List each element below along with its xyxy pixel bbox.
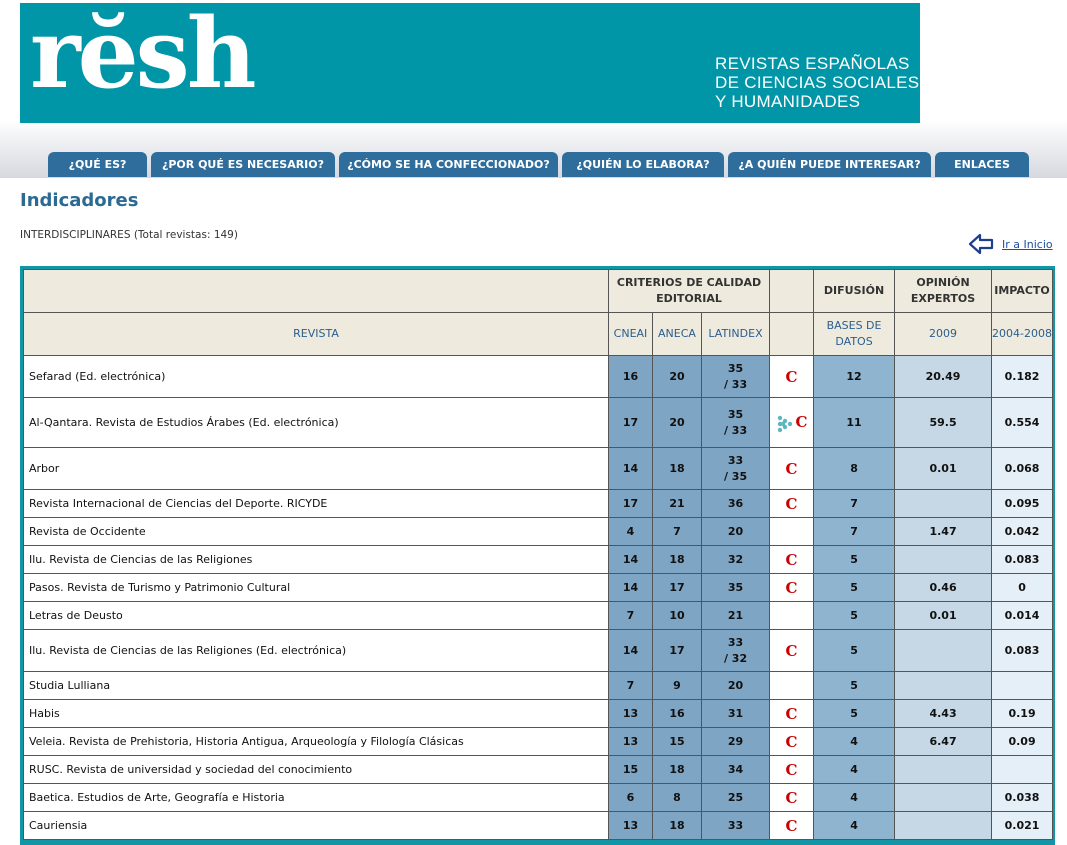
aneca-value: 10 bbox=[653, 602, 702, 630]
c-mark: C bbox=[785, 578, 798, 597]
aneca-value: 18 bbox=[653, 448, 702, 490]
c-mark: C bbox=[785, 732, 798, 751]
latindex-part: 20 bbox=[727, 678, 744, 692]
cneai-value: 6 bbox=[609, 784, 653, 812]
aneca-value: 7 bbox=[653, 518, 702, 546]
bases-de-datos-value: 5 bbox=[814, 574, 895, 602]
cneai-value: 13 bbox=[609, 700, 653, 728]
table-row bbox=[24, 756, 1053, 784]
c-mark: C bbox=[785, 641, 798, 660]
impacto-value: 0.095 bbox=[992, 490, 1053, 518]
journal-name[interactable]: Veleia. Revista de Prehistoria, Historia Antigua, Arqueología y Filología Clásicas bbox=[24, 728, 609, 756]
aneca-value: 20 bbox=[653, 398, 702, 448]
latindex-part: 20 bbox=[727, 524, 744, 538]
tagline-line-3: Y HUMANIDADES bbox=[715, 92, 861, 111]
journal-name[interactable]: Ilu. Revista de Ciencias de las Religiones bbox=[24, 546, 609, 574]
header-opinion-expertos: OPINIÓN EXPERTOS bbox=[895, 270, 992, 313]
c-mark: C bbox=[785, 760, 798, 779]
opinion-value bbox=[895, 546, 992, 574]
bases-de-datos-value: 4 bbox=[814, 812, 895, 840]
impacto-value: 0 bbox=[992, 574, 1053, 602]
latindex-value bbox=[702, 490, 770, 518]
cneai-value: 7 bbox=[609, 602, 653, 630]
table-row bbox=[24, 490, 1053, 518]
nav-tab-a-quien[interactable]: ¿A QUIÉN PUEDE INTERESAR? bbox=[728, 152, 931, 177]
c-mark-cell bbox=[770, 398, 814, 448]
journal-name[interactable]: Arbor bbox=[24, 448, 609, 490]
cneai-value: 7 bbox=[609, 672, 653, 700]
c-mark: C bbox=[785, 367, 798, 386]
table-row bbox=[24, 700, 1053, 728]
column-c-blank bbox=[770, 313, 814, 356]
impacto-value: 0.09 bbox=[992, 728, 1053, 756]
cneai-value: 14 bbox=[609, 574, 653, 602]
header-row-columns bbox=[24, 313, 1053, 356]
table-row bbox=[24, 574, 1053, 602]
aneca-value: 17 bbox=[653, 630, 702, 672]
c-mark-cell bbox=[770, 672, 814, 700]
c-mark-cell bbox=[770, 518, 814, 546]
latindex-part: 32 bbox=[727, 552, 744, 566]
c-mark-cell bbox=[770, 728, 814, 756]
latindex-value bbox=[702, 602, 770, 630]
latindex-value bbox=[702, 700, 770, 728]
c-mark-cell bbox=[770, 574, 814, 602]
latindex-part: 35 bbox=[727, 361, 744, 375]
latindex-value bbox=[702, 356, 770, 398]
c-mark: C bbox=[785, 494, 798, 513]
table-row bbox=[24, 602, 1053, 630]
journal-name[interactable]: Sefarad (Ed. electrónica) bbox=[24, 356, 609, 398]
impacto-value: 0.19 bbox=[992, 700, 1053, 728]
latindex-part: / 35 bbox=[723, 469, 748, 483]
latindex-value bbox=[702, 574, 770, 602]
site-tagline bbox=[715, 54, 919, 111]
table-row bbox=[24, 356, 1053, 398]
column-aneca: ANECA bbox=[653, 313, 702, 356]
header-blank-c bbox=[770, 270, 814, 313]
journal-name[interactable]: RUSC. Revista de universidad y sociedad del conocimiento bbox=[24, 756, 609, 784]
cneai-value: 15 bbox=[609, 756, 653, 784]
c-mark-cell bbox=[770, 448, 814, 490]
opinion-value bbox=[895, 756, 992, 784]
category-subtitle: INTERDISCIPLINARES (Total revistas: 149) bbox=[20, 229, 238, 241]
latindex-part: 36 bbox=[727, 496, 744, 510]
column-latindex: LATINDEX bbox=[702, 313, 770, 356]
journal-name[interactable]: Letras de Deusto bbox=[24, 602, 609, 630]
table-row bbox=[24, 518, 1053, 546]
header-impacto: IMPACTO bbox=[992, 270, 1053, 313]
bases-de-datos-value: 5 bbox=[814, 700, 895, 728]
nav-tab-quien[interactable]: ¿QUIÉN LO ELABORA? bbox=[562, 152, 724, 177]
latindex-part: / 33 bbox=[723, 377, 748, 391]
column-revista: REVISTA bbox=[24, 313, 609, 356]
latindex-value bbox=[702, 728, 770, 756]
tagline-line-1: REVISTAS ESPAÑOLAS bbox=[715, 54, 910, 73]
journal-name[interactable]: Al-Qantara. Revista de Estudios Árabes (Ed. electrónica) bbox=[24, 398, 609, 448]
column-bases-de-datos: BASES DE DATOS bbox=[814, 313, 895, 356]
journal-name[interactable]: Baetica. Estudios de Arte, Geografía e Historia bbox=[24, 784, 609, 812]
c-mark: C bbox=[785, 459, 798, 478]
opinion-value: 4.43 bbox=[895, 700, 992, 728]
aneca-value: 16 bbox=[653, 700, 702, 728]
c-mark: C bbox=[785, 550, 798, 569]
table-row bbox=[24, 672, 1053, 700]
aneca-value: 8 bbox=[653, 784, 702, 812]
aneca-value: 20 bbox=[653, 356, 702, 398]
cneai-value: 14 bbox=[609, 448, 653, 490]
journal-name[interactable]: Pasos. Revista de Turismo y Patrimonio Cultural bbox=[24, 574, 609, 602]
impacto-value: 0.083 bbox=[992, 630, 1053, 672]
site-banner bbox=[20, 0, 920, 123]
opinion-value: 59.5 bbox=[895, 398, 992, 448]
bases-de-datos-value: 4 bbox=[814, 756, 895, 784]
impacto-value bbox=[992, 672, 1053, 700]
bases-de-datos-value: 8 bbox=[814, 448, 895, 490]
bases-de-datos-value: 5 bbox=[814, 672, 895, 700]
latindex-value bbox=[702, 546, 770, 574]
cneai-value: 16 bbox=[609, 356, 653, 398]
c-mark-cell bbox=[770, 546, 814, 574]
aneca-value: 18 bbox=[653, 812, 702, 840]
opinion-value bbox=[895, 812, 992, 840]
bases-de-datos-value: 5 bbox=[814, 602, 895, 630]
journal-name[interactable]: Studia Lulliana bbox=[24, 672, 609, 700]
impacto-value: 0.042 bbox=[992, 518, 1053, 546]
latindex-part: 33 bbox=[727, 453, 744, 467]
journal-name[interactable]: Habis bbox=[24, 700, 609, 728]
table-row bbox=[24, 546, 1053, 574]
journal-name[interactable]: Revista de Occidente bbox=[24, 518, 609, 546]
table-row bbox=[24, 448, 1053, 490]
cneai-value: 14 bbox=[609, 546, 653, 574]
cneai-value: 17 bbox=[609, 398, 653, 448]
latindex-value bbox=[702, 812, 770, 840]
latindex-part: 25 bbox=[727, 790, 744, 804]
header-difusion: DIFUSIÓN bbox=[814, 270, 895, 313]
latindex-part: 33 bbox=[727, 635, 744, 649]
impacto-value: 0.182 bbox=[992, 356, 1053, 398]
opinion-value bbox=[895, 630, 992, 672]
impacto-value: 0.068 bbox=[992, 448, 1053, 490]
latindex-part: 31 bbox=[727, 706, 744, 720]
table-row bbox=[24, 812, 1053, 840]
back-arrow-icon bbox=[968, 232, 994, 256]
bases-de-datos-value: 5 bbox=[814, 630, 895, 672]
tagline-line-2: DE CIENCIAS SOCIALES bbox=[715, 73, 920, 92]
journal-name[interactable]: Revista Internacional de Ciencias del Deporte. RICYDE bbox=[24, 490, 609, 518]
page-title: Indicadores bbox=[20, 190, 139, 211]
aneca-value: 15 bbox=[653, 728, 702, 756]
cneai-value: 17 bbox=[609, 490, 653, 518]
latindex-part: / 32 bbox=[723, 651, 748, 665]
impacto-value: 0.021 bbox=[992, 812, 1053, 840]
c-mark-cell bbox=[770, 784, 814, 812]
c-mark-cell bbox=[770, 700, 814, 728]
opinion-value: 20.49 bbox=[895, 356, 992, 398]
opinion-value bbox=[895, 490, 992, 518]
latindex-part: 35 bbox=[727, 580, 744, 594]
back-to-home-link[interactable] bbox=[968, 232, 1053, 256]
bases-de-datos-value: 4 bbox=[814, 784, 895, 812]
aneca-value: 21 bbox=[653, 490, 702, 518]
c-mark-cell bbox=[770, 356, 814, 398]
impacto-value: 0.014 bbox=[992, 602, 1053, 630]
opinion-value: 0.01 bbox=[895, 448, 992, 490]
c-mark-cell bbox=[770, 756, 814, 784]
latindex-part: 21 bbox=[727, 608, 744, 622]
c-mark-cell bbox=[770, 602, 814, 630]
latindex-value bbox=[702, 630, 770, 672]
latindex-value bbox=[702, 672, 770, 700]
aneca-value: 18 bbox=[653, 546, 702, 574]
nav-tab-enlaces[interactable]: ENLACES bbox=[935, 152, 1029, 177]
bases-de-datos-value: 11 bbox=[814, 398, 895, 448]
c-mark: C bbox=[785, 788, 798, 807]
latindex-part: 35 bbox=[727, 407, 744, 421]
aneca-value: 17 bbox=[653, 574, 702, 602]
cneai-value: 4 bbox=[609, 518, 653, 546]
header-row-groups bbox=[24, 270, 1053, 313]
nav-tab-que-es[interactable]: ¿QUÉ ES? bbox=[48, 152, 147, 177]
latindex-value bbox=[702, 784, 770, 812]
table-row bbox=[24, 784, 1053, 812]
latindex-value bbox=[702, 398, 770, 448]
latindex-part: / 33 bbox=[723, 423, 748, 437]
impacto-value: 0.038 bbox=[992, 784, 1053, 812]
latindex-part: 34 bbox=[727, 762, 744, 776]
indicators-table bbox=[23, 269, 1053, 840]
table-row bbox=[24, 398, 1053, 448]
c-mark: C bbox=[785, 704, 798, 723]
c-mark-cell bbox=[770, 630, 814, 672]
impacto-value bbox=[992, 756, 1053, 784]
nav-tab-como[interactable]: ¿CÓMO SE HA CONFECCIONADO? bbox=[339, 152, 558, 177]
opinion-value bbox=[895, 784, 992, 812]
aneca-value: 9 bbox=[653, 672, 702, 700]
journal-name[interactable]: Cauriensia bbox=[24, 812, 609, 840]
latindex-part: 29 bbox=[727, 734, 744, 748]
back-to-home-label[interactable]: Ir a Inicio bbox=[1002, 237, 1053, 251]
latindex-value bbox=[702, 518, 770, 546]
header-blank bbox=[24, 270, 609, 313]
impacto-value: 0.083 bbox=[992, 546, 1053, 574]
bases-de-datos-value: 12 bbox=[814, 356, 895, 398]
latindex-part: 33 bbox=[727, 818, 744, 832]
column-cneai: CNEAI bbox=[609, 313, 653, 356]
opinion-value bbox=[895, 672, 992, 700]
opinion-value: 1.47 bbox=[895, 518, 992, 546]
column-opinion-2009: 2009 bbox=[895, 313, 992, 356]
latindex-value bbox=[702, 448, 770, 490]
bases-de-datos-value: 7 bbox=[814, 518, 895, 546]
c-mark: C bbox=[795, 412, 808, 431]
c-mark-cell bbox=[770, 812, 814, 840]
cneai-value: 13 bbox=[609, 728, 653, 756]
cneai-value: 13 bbox=[609, 812, 653, 840]
opinion-value: 0.01 bbox=[895, 602, 992, 630]
table-row bbox=[24, 728, 1053, 756]
opinion-value: 0.46 bbox=[895, 574, 992, 602]
scielo-icon bbox=[776, 415, 792, 433]
cneai-value: 14 bbox=[609, 630, 653, 672]
bases-de-datos-value: 5 bbox=[814, 546, 895, 574]
header-calidad-editorial: CRITERIOS DE CALIDAD EDITORIAL bbox=[609, 270, 770, 313]
c-mark-cell bbox=[770, 490, 814, 518]
resh-logo: rĕsh bbox=[30, 0, 254, 110]
indicators-table-frame bbox=[20, 266, 1055, 845]
latindex-value bbox=[702, 756, 770, 784]
bases-de-datos-value: 4 bbox=[814, 728, 895, 756]
column-impacto-years: 2004-2008 bbox=[992, 313, 1053, 356]
table-row bbox=[24, 630, 1053, 672]
impacto-value: 0.554 bbox=[992, 398, 1053, 448]
bases-de-datos-value: 7 bbox=[814, 490, 895, 518]
opinion-value: 6.47 bbox=[895, 728, 992, 756]
aneca-value: 18 bbox=[653, 756, 702, 784]
nav-tab-por-que[interactable]: ¿POR QUÉ ES NECESARIO? bbox=[151, 152, 335, 177]
c-mark: C bbox=[785, 816, 798, 835]
journal-name[interactable]: Ilu. Revista de Ciencias de las Religiones (Ed. electrónica) bbox=[24, 630, 609, 672]
